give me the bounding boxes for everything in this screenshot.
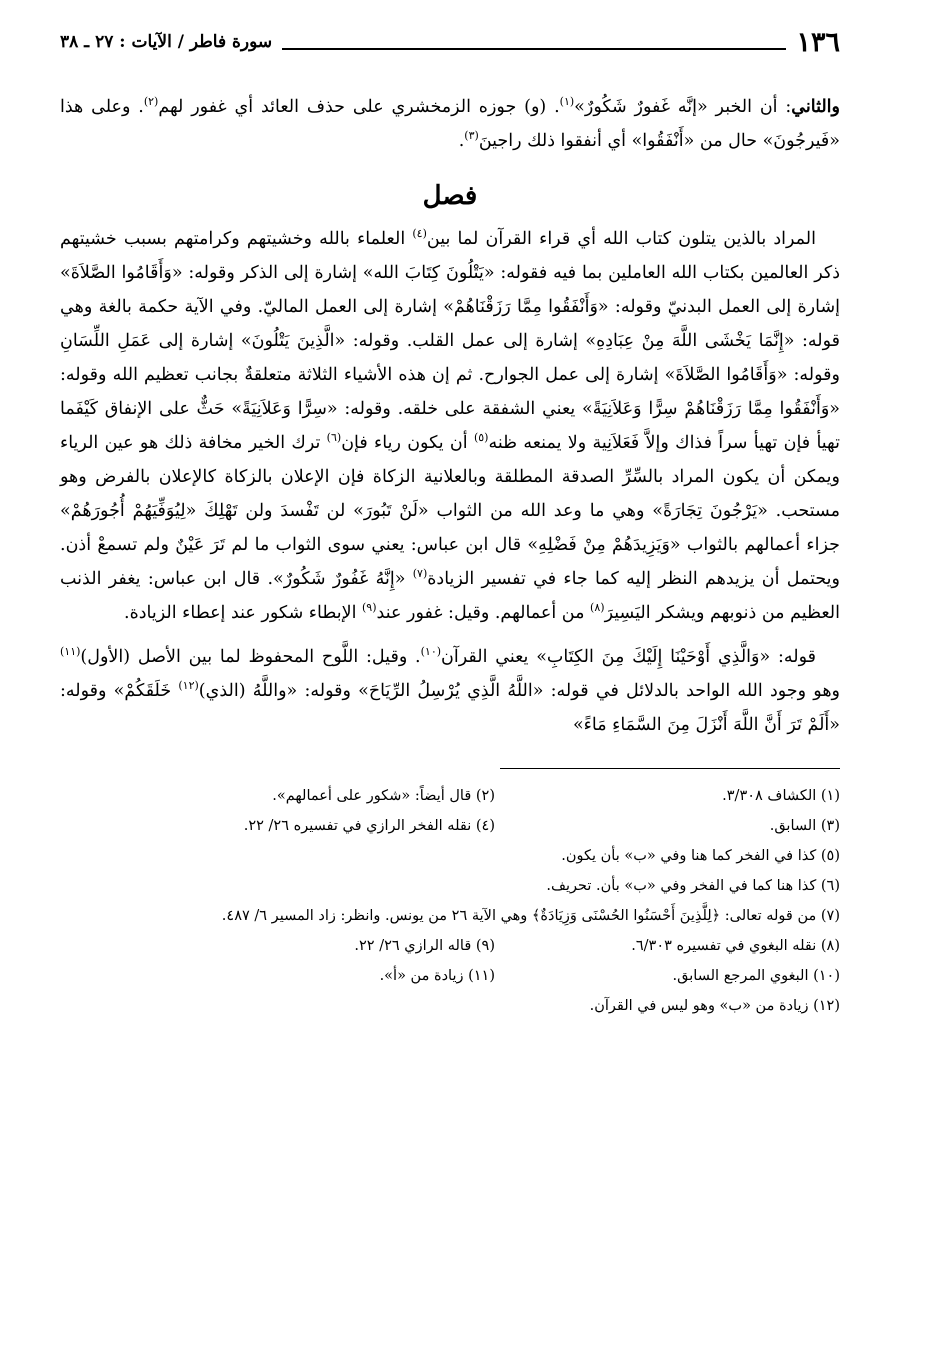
footnote-ref: (٥) xyxy=(473,431,489,445)
footnote-7: (٧) من قوله تعالى: ﴿لِلَّذِينَ أَحْسَنُوا الحُسْنَى وَزِيَادَةٌ﴾ وهي الآية ٢٦ من يونس. وانظر: زاد المسير ٦/ ٤٨٧. xyxy=(221,908,840,924)
footnote-2: (٢) قال أيضاً: «شكور على أعمالهم». xyxy=(272,788,495,804)
footnote-3: (٣) السابق. xyxy=(769,818,840,834)
footnote-separator xyxy=(500,768,840,769)
paragraph-2-text: من أعمالهم. وقيل: غفور عند xyxy=(376,603,591,623)
paragraph-2-text: العلماء بالله وخشيتهم وكرامتهم بسبب خشيتهم ذكر العالمين بكتاب الله العاملين بما فيه فقوله: «يَتْلُونَ كِتَابَ الله» إشارة إلى الذكر وقوله: «وَأَقَامُوا الصَّلاَةَ» إشارة إلى العمل البدنيّ وقوله: «وَأَنْفَقُوا مِمَّا رَزَقْنَاهُمْ» إشارة إلى العمل الماليّ. وفي الآية حكمة بالغة وهي قوله: «إِنَّمَا يَخْشَى اللَّهَ مِنْ عِبَادِهِ» إشارة إلى عمل القلب. وقوله: «الَّذِينَ يَتْلُونَ» إشارة إلى عَمَلِ اللِّسَانِ وقوله: «وَأَقَامُوا الصَّلاَةَ» إشارة إلى عمل الجوارح. ثم إن هذه الأشياء الثلاثة متعلقةٌ بجانب تعظيم الله وقوله: «وَأَنْفَقُوا مِمَّا رَزَقْنَاهُمْ سِرًّا وَعَلاَنِيَةً» يعني الشفقة على خلقه. وقوله: «سِرًّا وَعَلاَنِيَةً» حَثٌّ على الإنفاق كَيْفَما تهيأ فإن تهيأ سراً فذاك وإلاَّ فَعَلاَنِية ولا يمنعه ظنه xyxy=(60,229,840,453)
footnote-5: (٥) كذا في الفخر كما هنا وفي «ب» بأن يكون. xyxy=(561,848,840,864)
section-title: فصل xyxy=(422,181,478,211)
paragraph-3-text: قوله: «وَالَّذِي أَوْحَيْنَا إِلَيْكَ مِنَ الكِتَابِ» يعني القرآن xyxy=(441,647,816,667)
paragraph-2-text: الإبطاء شكور عند إعطاء الزيادة. xyxy=(124,603,362,623)
footnote-ref: (١١) xyxy=(60,645,81,659)
paragraph-1-text: . (و) جوزه الزمخشري على حذف العائد أي غفور لهم xyxy=(158,97,560,117)
paragraph-1-text: . وعلى هذا «فَيرجُونَ» حال من «أَنْفَقُوا» أي أنفقوا ذلك راجينَ xyxy=(60,97,840,151)
footnote-ref: (٦) xyxy=(326,431,342,445)
paragraph-3-text: خَلَقَكُمْ» وقوله: «أَلَمْ تَرَ أَنَّ اللَّهَ أَنْزَلَ مِنَ السَّمَاءِ مَاءً» xyxy=(60,681,840,735)
running-title: سورة فاطر / الآيات : ٢٧ ـ ٣٨ xyxy=(60,32,273,52)
footnote-ref: (١٠) xyxy=(420,645,442,659)
footnote-ref: (١) xyxy=(559,95,575,109)
paragraph-3 xyxy=(60,640,840,742)
footnote-row xyxy=(60,931,840,961)
paragraph-1-text: : أن الخبر «إنَّه غَفورٌ شَكُورٌ» xyxy=(574,97,792,117)
paragraph-2-text: ترك الخير مخافة ذلك هو عين الرياء ويمكن أن يكون المراد بالسِّرِّ الصدقة المطلقة وبالعلانية الزكاة فإن الإعلان بالزكاة كالإعلان بالفرض وهو مستحب. «يَرْجُونَ تِجَارَةً» وهي ما وعد الله من الثواب «لَنْ تَبُورَ» لن تَفْسدَ ولن تَهْلِكَ «لِيُوَفِّيَهُمْ أُجُورَهُمْ» جزاء أعمالهم بالثواب «وَيَزِيدَهُمْ مِنْ فَضْلِهِ» قال ابن عباس: يعني سوى الثواب ما لم تَرَ عَيْنٌ ولم تسمعْ أذن. ويحتمل أن يزيدهم النظر إليه كما جاء في تفسير الزيادة xyxy=(60,433,840,589)
footnote-1: (١) الكشاف ٣/٣٠٨. xyxy=(722,788,840,804)
footnote-row xyxy=(60,841,840,871)
footnote-ref: (٧) xyxy=(412,567,428,581)
book-page xyxy=(60,22,840,1021)
paragraph-2-text: أن يكون رياء فإن xyxy=(341,433,474,453)
footnote-4: (٤) نقله الفخر الرازي في تفسيره ٢٦/ ٢٢. xyxy=(243,818,495,834)
paragraph-3-text: . وقيل: اللَّوح المحفوظ لما بين الأصل (الأول) xyxy=(80,647,421,667)
footnote-11: (١١) زيادة من «أ». xyxy=(379,968,495,984)
footnote-ref: (٢) xyxy=(143,95,159,109)
paragraph-2 xyxy=(60,222,840,630)
paragraph-2-text: المراد بالذين يتلون كتاب الله أي قراء القرآن لما بين xyxy=(426,229,816,249)
footnote-6: (٦) كذا هنا كما في الفخر وفي «ب» بأن. تحريف. xyxy=(546,878,840,894)
footnote-row xyxy=(60,901,840,931)
footnote-row xyxy=(60,811,840,841)
paragraph-1-lead: والثاني xyxy=(791,97,840,117)
footnote-ref: (٨) xyxy=(590,601,605,615)
footnote-ref: (٤) xyxy=(412,227,427,241)
paragraph-1 xyxy=(60,90,840,158)
paragraph-3-text: وهو وجود الله الواحد بالدلائل في قوله: «اللَّهُ الَّذِي يُرْسِلُ الرِّيَاحَ» وقوله: «واللَّهُ (الذي) xyxy=(198,681,840,701)
footnote-row xyxy=(60,871,840,901)
footnote-ref: (٩) xyxy=(362,601,377,615)
footnotes xyxy=(60,781,840,1021)
footnote-ref: (١٢) xyxy=(178,679,199,693)
footnote-ref: (٣) xyxy=(464,129,479,143)
footnote-10: (١٠) البغوي المرجع السابق. xyxy=(672,968,840,984)
footnote-9: (٩) قاله الرازي ٢٦/ ٢٢. xyxy=(354,938,495,954)
page-header xyxy=(60,22,840,62)
page-number: ١٣٦ xyxy=(796,26,840,58)
header-rule xyxy=(282,48,786,50)
footnote-8: (٨) نقله البغوي في تفسيره ٦/٣٠٣. xyxy=(631,938,840,954)
footnote-row xyxy=(60,961,840,991)
footnote-row xyxy=(60,781,840,811)
footnote-12: (١٢) زيادة من «ب» وهو ليس في القرآن. xyxy=(589,998,840,1014)
paragraph-1-text: . xyxy=(458,131,465,151)
footnote-row xyxy=(60,991,840,1021)
paragraph-2-text: «إِنَّهُ غَفُورٌ شَكُورٌ». قال ابن عباس: يغفر الذنب العظيم من ذنوبهم ويشكر اليَسِيرَ xyxy=(60,569,840,623)
